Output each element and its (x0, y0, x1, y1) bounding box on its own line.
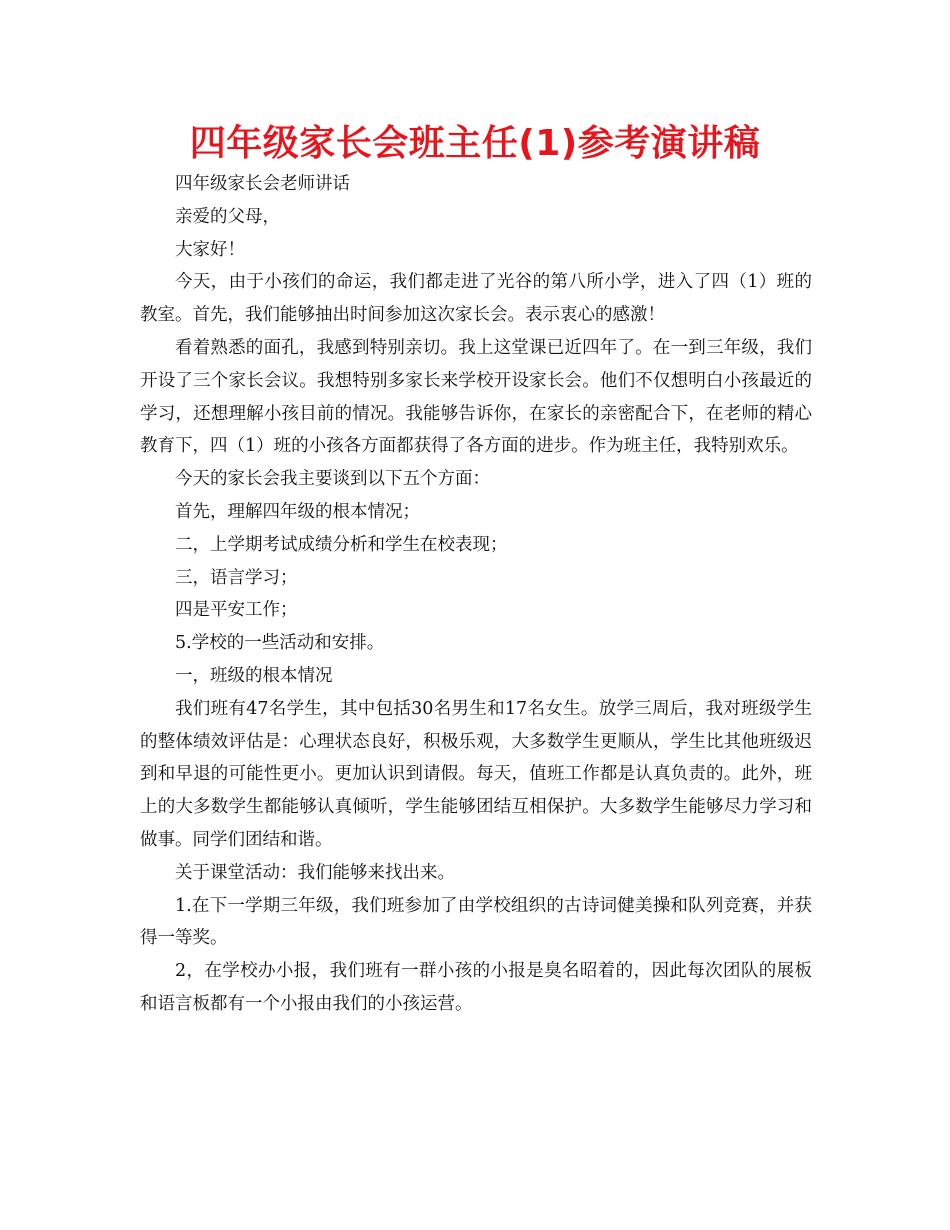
document-title: 四年级家长会班主任(1)参考演讲稿 (189, 123, 761, 164)
paragraph-activities-intro: 关于课堂活动：我们能够来找出来。 (175, 862, 455, 883)
document-body (140, 168, 812, 1021)
agenda-item-4: 四是平安工作； (175, 600, 298, 621)
paragraph-progress: 看着熟悉的面孔，我感到特别亲切。我上这堂课已近四年了。在一到三年级，我们开设了三个家长会议。我想特别多家长来学校开设家长会。他们不仅想明白小孩最近的学习，还想理解小孩目前的情况。我能够告诉你，在家长的亲密配合下，在老师的精心教育下，四（1）班的小孩各方面都获得了各方面的进步。作为班主任，我特别欢乐。 (140, 337, 812, 457)
paragraph-salutation: 亲爱的父母， (175, 206, 280, 227)
agenda-item-1: 首先，理解四年级的根本情况； (175, 501, 420, 522)
paragraph-opening: 今天，由于小孩们的命运，我们都走进了光谷的第八所小学，进入了四（1）班的教室。首先，我们能够抽出时间参加这次家长会。表示衷心的感激！ (140, 272, 812, 326)
paragraph-class-overview: 我们班有47名学生，其中包括30名男生和17名女生。放学三周后，我对班级学生的整体绩效评估是：心理状态良好，积极乐观，大多数学生更顺从，学生比其他班级迟到和早退的可能性更小。更加认识到请假。每天，值班工作都是认真负责的。此外，班上的大多数学生都能够认真倾听，学生能够团结互相保护。大多数学生能够尽力学习和做事。同学们团结和谐。 (140, 698, 812, 850)
paragraph-activity-2: 2，在学校办小报，我们班有一群小孩的小报是臭名昭着的，因此每次团队的展板和语言板都有一个小报由我们的小孩运营。 (140, 961, 812, 1014)
agenda-item-2: 二，上学期考试成绩分析和学生在校表现； (175, 534, 508, 555)
section-heading-class-overview: 一，班级的根本情况 (175, 665, 333, 686)
paragraph-speech-heading: 四年级家长会老师讲话 (175, 174, 350, 194)
agenda-item-5: 5.学校的一些活动和安排。 (175, 633, 385, 654)
agenda-item-3: 三，语言学习； (175, 567, 298, 588)
paragraph-greeting: 大家好！ (175, 239, 245, 260)
paragraph-agenda-intro: 今天的家长会我主要谈到以下五个方面： (175, 469, 490, 490)
paragraph-activity-1: 1.在下一学期三年级，我们班参加了由学校组织的古诗词健美操和队列竞赛，并获得一等奖。 (140, 895, 812, 949)
